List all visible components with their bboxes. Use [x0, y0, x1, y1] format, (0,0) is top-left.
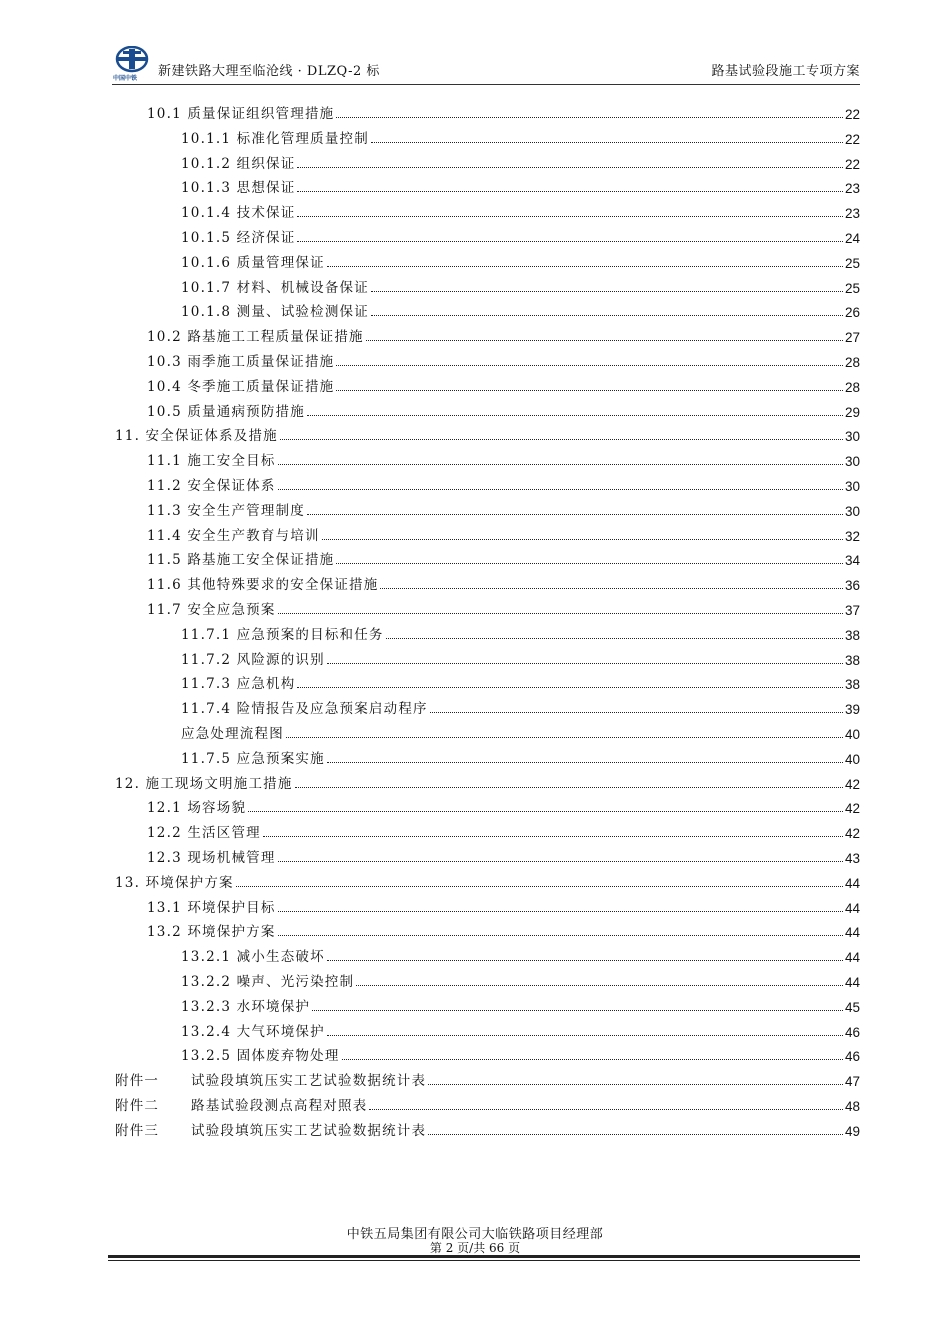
toc-dot-leader: [297, 241, 843, 242]
toc-dot-leader: [307, 415, 843, 416]
toc-appendix-entry[interactable]: [115, 1119, 860, 1139]
toc-appendix-page: 47: [844, 1074, 860, 1090]
toc-entry-label: 11.2 安全保证体系: [147, 478, 276, 494]
toc-entry[interactable]: [115, 871, 860, 891]
toc-dot-leader: [297, 191, 843, 192]
toc-dot-leader: [327, 266, 843, 267]
toc-entry-label: 11.6 其他特殊要求的安全保证措施: [147, 577, 379, 594]
toc-appendix-entry[interactable]: [115, 1094, 860, 1114]
toc-entry[interactable]: [181, 722, 860, 742]
toc-entry-label: 11.1 施工安全目标: [147, 453, 276, 470]
toc-entry-page: 30: [844, 479, 860, 494]
toc-entry[interactable]: [181, 276, 860, 296]
toc-entry-page: 45: [844, 999, 860, 1015]
toc-dot-leader: [369, 1109, 843, 1110]
toc-appendix-label: [115, 1119, 426, 1139]
toc-entry[interactable]: [181, 176, 860, 196]
toc-dot-leader: [312, 1010, 843, 1011]
toc-entry-page: 44: [844, 900, 860, 916]
toc-entry[interactable]: [147, 846, 860, 866]
toc-entry-page: 38: [844, 652, 860, 668]
toc-dot-leader: [263, 836, 843, 837]
toc-entry-label: 10.1.7 材料、机械设备保证: [181, 279, 369, 296]
toc-entry-page: 40: [844, 727, 860, 742]
toc-entry-page: 28: [844, 355, 860, 370]
footer-divider-thick: [108, 1255, 860, 1258]
toc-entry-label: 11.5 路基施工安全保证措施: [147, 552, 335, 569]
toc-entry[interactable]: [181, 970, 860, 990]
toc-entry[interactable]: [147, 400, 860, 420]
toc-entry[interactable]: [115, 772, 860, 792]
toc-dot-leader: [278, 489, 843, 490]
toc-dot-leader: [322, 539, 843, 540]
toc-entry[interactable]: [181, 995, 860, 1015]
toc-entry[interactable]: [147, 449, 860, 469]
document-title: 路基试验段施工专项方案: [711, 64, 860, 79]
toc-dot-leader: [280, 439, 843, 440]
crec-logo: [112, 46, 152, 82]
page-header: [112, 44, 860, 84]
toc-entry-label: 11.7.3 应急机构: [181, 676, 296, 693]
crec-logo-icon: [112, 46, 152, 74]
toc-dot-leader: [342, 1059, 843, 1060]
toc-entry-label: 10.1.6 质量管理保证: [181, 254, 325, 271]
toc-entry-page: 28: [844, 379, 860, 395]
toc-entry-label: 10.1 质量保证组织管理措施: [147, 106, 335, 122]
toc-entry-label: 13.2.3 水环境保护: [181, 998, 311, 1015]
footer-page-info: 第 2 页/共 66 页: [429, 1241, 521, 1255]
toc-entry[interactable]: [181, 623, 860, 643]
toc-appendix-page: 49: [844, 1123, 860, 1139]
toc-entry-label: 10.1.1 标准化管理质量控制: [181, 130, 369, 147]
toc-dot-leader: [286, 737, 843, 738]
toc-entry[interactable]: [147, 524, 860, 544]
toc-entry-page: 40: [844, 751, 860, 767]
toc-entry-label: 10.1.4 技术保证: [181, 205, 296, 222]
toc-entry-label: 10.1.5 经济保证: [181, 230, 296, 246]
toc-entry-page: 23: [844, 206, 860, 222]
toc-entry-label: 11.7 安全应急预案: [147, 602, 276, 618]
toc-entry[interactable]: [181, 251, 860, 271]
toc-entry-page: 30: [844, 429, 860, 445]
toc-entry[interactable]: [147, 598, 860, 618]
toc-entry[interactable]: [147, 325, 860, 345]
toc-dot-leader: [336, 365, 843, 366]
toc-dot-leader: [278, 935, 843, 936]
toc-dot-leader: [366, 340, 843, 341]
toc-dot-leader: [356, 985, 843, 986]
toc-appendix-entry[interactable]: [115, 1069, 860, 1089]
toc-entry-label: 应急处理流程图: [181, 726, 284, 742]
toc-dot-leader: [278, 464, 843, 465]
toc-entry-page: 30: [844, 503, 860, 519]
toc-entry-page: 36: [844, 578, 860, 594]
toc-entry-page: 25: [844, 280, 860, 296]
toc-dot-leader: [336, 563, 843, 564]
toc-entry-page: 42: [844, 801, 860, 817]
toc-entry[interactable]: [115, 424, 860, 444]
toc-entry-page: 22: [844, 107, 860, 122]
toc-entry[interactable]: [181, 1020, 860, 1040]
toc-entry-page: 29: [844, 404, 860, 420]
appendix-title: 试验段填筑压实工艺试验数据统计表: [191, 1073, 427, 1090]
toc-dot-leader: [371, 291, 843, 292]
toc-entry[interactable]: [181, 697, 860, 717]
toc-dot-leader: [248, 811, 843, 812]
toc-entry-label: 12.1 场容场貌: [147, 800, 247, 817]
toc-entry-label: 13. 环境保护方案: [115, 874, 234, 891]
toc-entry[interactable]: [147, 474, 860, 494]
toc-dot-leader: [295, 787, 843, 788]
appendix-title: 路基试验段测点高程对照表: [191, 1098, 368, 1114]
toc-entry-label: 11.7.4 险情报告及应急预案启动程序: [181, 701, 428, 718]
toc-entry-label: 10.3 雨季施工质量保证措施: [147, 354, 335, 370]
toc-entry[interactable]: [181, 201, 860, 221]
appendix-number: 附件一: [115, 1073, 160, 1090]
toc-entry-label: 10.1.2 组织保证: [181, 155, 296, 172]
toc-entry-label: 11. 安全保证体系及措施: [115, 428, 278, 445]
toc-entry[interactable]: [147, 920, 860, 940]
toc-entry-label: 10.1.8 测量、试验检测保证: [181, 304, 369, 321]
toc-entry-page: 46: [844, 1049, 860, 1065]
toc-entry-label: 11.7.1 应急预案的目标和任务: [181, 626, 384, 643]
toc-entry-page: 42: [844, 826, 860, 842]
toc-entry-page: 43: [844, 851, 860, 866]
toc-entry[interactable]: [147, 573, 860, 593]
toc-appendix-label: [115, 1069, 426, 1089]
toc-entry-page: 30: [844, 454, 860, 470]
toc-dot-leader: [336, 117, 843, 118]
toc-entry[interactable]: [147, 796, 860, 816]
toc-dot-leader: [428, 1134, 843, 1135]
logo-text: 中国中铁: [113, 75, 138, 82]
toc-entry[interactable]: [147, 548, 860, 568]
toc-dot-leader: [371, 315, 843, 316]
toc-entry-page: 38: [844, 677, 860, 693]
toc-entry-page: 42: [844, 776, 860, 792]
toc-dot-leader: [297, 167, 843, 168]
toc-entry-page: 24: [844, 231, 860, 246]
footer-divider-thin: [108, 1260, 860, 1261]
toc-entry-label: 11.7.2 风险源的识别: [181, 651, 325, 668]
toc-entry-label: 10.5 质量通病预防措施: [147, 403, 305, 420]
toc-entry-label: 13.1 环境保护目标: [147, 899, 276, 916]
header-divider: [112, 84, 860, 85]
toc-entry-page: 26: [844, 305, 860, 321]
toc-dot-leader: [428, 1084, 843, 1085]
toc-entry-label: 12.2 生活区管理: [147, 825, 261, 842]
toc-entry-page: 27: [844, 330, 860, 346]
toc-dot-leader: [278, 911, 843, 912]
footer-company: 中铁五局集团有限公司大临铁路项目经理部: [346, 1227, 604, 1242]
toc-entry[interactable]: [181, 747, 860, 767]
toc-dot-leader: [386, 638, 843, 639]
toc-entry-label: 11.7.5 应急预案实施: [181, 750, 325, 767]
toc-entry-page: 22: [844, 156, 860, 172]
toc-dot-leader: [430, 712, 843, 713]
toc-entry-page: 44: [844, 950, 860, 966]
toc-entry-page: 44: [844, 925, 860, 941]
toc-entry[interactable]: [147, 896, 860, 916]
toc-entry-label: 12. 施工现场文明施工措施: [115, 775, 293, 792]
toc-dot-leader: [307, 514, 843, 515]
toc-entry[interactable]: [181, 226, 860, 246]
project-title: 新建铁路大理至临沧线 · DLZQ-2 标: [158, 64, 380, 79]
toc-entry-label: 13.2.4 大气环境保护: [181, 1023, 325, 1040]
appendix-number: 附件三: [115, 1122, 160, 1139]
toc-entry-label: 10.1.3 思想保证: [181, 180, 296, 197]
toc-entry-page: 44: [844, 975, 860, 990]
toc-entry[interactable]: [181, 672, 860, 692]
toc-entry-page: 37: [844, 603, 860, 618]
toc-dot-leader: [278, 613, 843, 614]
toc-dot-leader: [278, 861, 843, 862]
toc-entry[interactable]: [147, 499, 860, 519]
toc-dot-leader: [327, 1035, 843, 1036]
toc-dot-leader: [336, 390, 843, 391]
toc-entry-page: 38: [844, 627, 860, 643]
toc-entry-label: 10.4 冬季施工质量保证措施: [147, 378, 335, 395]
toc-entry-page: 39: [844, 702, 860, 718]
toc-dot-leader: [297, 687, 843, 688]
toc-dot-leader: [327, 960, 843, 961]
toc-dot-leader: [236, 886, 843, 887]
toc-entry-page: 46: [844, 1024, 860, 1040]
toc-entry-page: 32: [844, 528, 860, 544]
toc-entry-label: 13.2.2 噪声、光污染控制: [181, 974, 355, 990]
toc-entry-label: 10.2 路基施工工程质量保证措施: [147, 329, 364, 346]
toc-entry[interactable]: [181, 945, 860, 965]
appendix-title: 试验段填筑压实工艺试验数据统计表: [191, 1122, 427, 1139]
toc-entry-label: 13.2.5 固体废弃物处理: [181, 1048, 340, 1065]
toc-entry-label: 12.3 现场机械管理: [147, 850, 276, 866]
appendix-number: 附件二: [115, 1098, 160, 1114]
toc-dot-leader: [327, 663, 843, 664]
toc-entry[interactable]: [147, 102, 860, 122]
toc-entry-label: 11.4 安全生产教育与培训: [147, 527, 320, 544]
toc-entry[interactable]: [181, 648, 860, 668]
toc-entry[interactable]: [147, 821, 860, 841]
toc-dot-leader: [327, 762, 843, 763]
toc-entry-page: 34: [844, 553, 860, 569]
toc-appendix-page: 48: [844, 1099, 860, 1114]
toc-entry[interactable]: [147, 350, 860, 370]
toc-dot-leader: [380, 588, 843, 589]
toc-entry-label: 13.2.1 减小生态破坏: [181, 949, 325, 966]
toc-entry-page: 25: [844, 255, 860, 271]
toc-entry[interactable]: [181, 300, 860, 320]
toc-entry[interactable]: [181, 127, 860, 147]
toc-appendix-label: [115, 1094, 367, 1114]
toc-entry-page: 22: [844, 131, 860, 147]
toc-entry-page: 23: [844, 181, 860, 197]
toc-entry[interactable]: [147, 375, 860, 395]
toc-dot-leader: [297, 216, 843, 217]
toc-entry[interactable]: [181, 1044, 860, 1064]
toc-entry[interactable]: [181, 152, 860, 172]
toc-entry-page: 44: [844, 875, 860, 891]
toc-entry-label: 11.3 安全生产管理制度: [147, 502, 305, 519]
toc-entry-label: 13.2 环境保护方案: [147, 924, 276, 941]
toc-dot-leader: [371, 142, 843, 143]
